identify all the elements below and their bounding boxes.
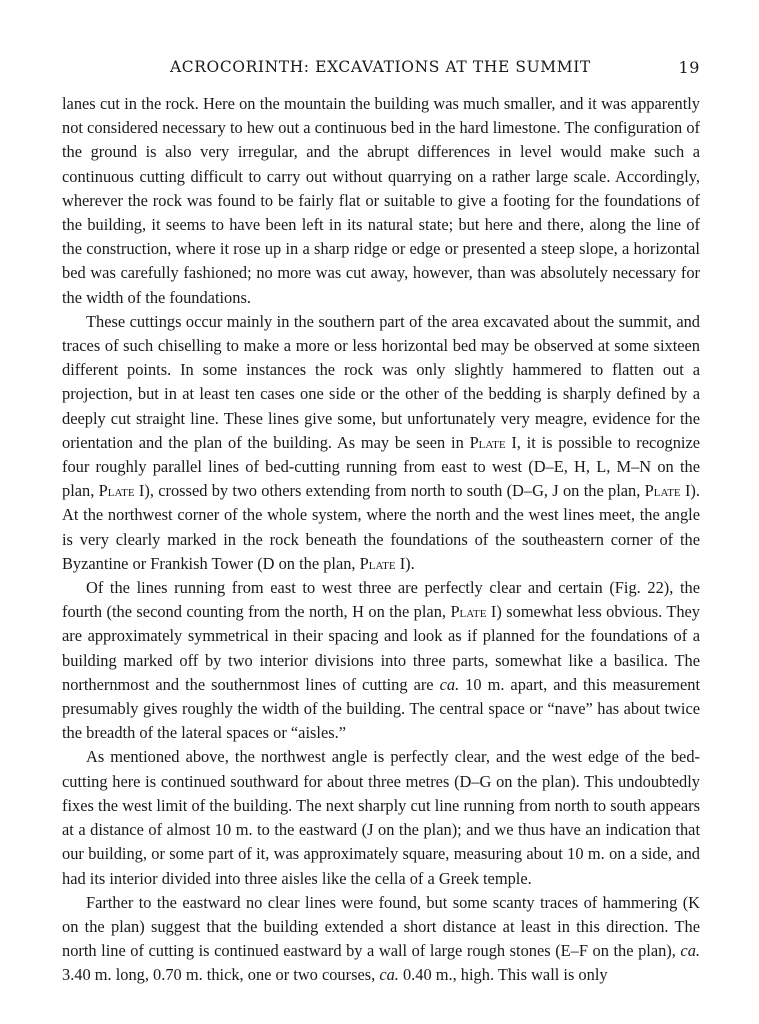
paragraph: These cuttings occur mainly in the southern part of the area excavated about the summit, and traces of such chiselling to make a more or less horizontal bed may be observed at some sixteen different points. In some instances the rock was only slightly hammered to flatten out a projection, but in at least ten cases one side or the other of the bedding is sharply defined by a deeply cut straight line. These lines give some, but unfortunately very meagre, evidence for the orientation and the plan of the building. As may be seen in Plate I, it is possible to recognize four roughly parallel lines of bed-cutting running from east to west (D–E, H, L, M–N on the plan, Plate I), crossed by two others extending from north to south (D–G, J on the plan, Plate I). At the northwest corner of the whole system, where the north and the west lines meet, the angle is very clearly marked in the rock beneath the foundations of the southeastern corner of the Byzantine or Frankish Tower (D on the plan, Plate I). (62, 311, 701, 573)
body-text (62, 92, 700, 988)
italic-term: ca. (439, 674, 460, 694)
plate-ref: Plate (644, 481, 681, 501)
italic-term: ca. (680, 941, 700, 961)
paragraph: As mentioned above, the northwest angle is perfectly clear, and the west edge of the bed-cutting here is continued southward for about three metres (D–G on the plan). This undoubtedly fixes the west limit of the building. The next sharply cut line running from north to south appears at a distance of almost 10 m. to the eastward (J on the plan); and we thus have an indication that our building, or some part of it, was approximately square, measuring about 10 m. on a side, and had its interior divided into three aisles like the cella of a Greek temple. (62, 747, 700, 888)
paragraph: Of the lines running from east to west three are perfectly clear and certain (Fig. 22), the fourth (the second counting from the north, H on the plan, Plate I) somewhat less obvious. They are approximately symmetrical in their spacing and look as if planned for the foundations of a building marked off by two interior divisions into three parts, somewhat like a basilica. The northernmost and the southernmost lines of cutting are ca. 10 m. apart, and this measurement presumably gives roughly the width of the building. The central space or “nave” has about twice the breadth of the lateral spaces or “aisles.” (62, 578, 701, 743)
plate-ref: Plate (469, 432, 506, 452)
plate-ref: Plate (98, 481, 135, 501)
paragraph: Farther to the eastward no clear lines were found, but some scanty traces of hammering (K on the plan) suggest that the building extended a short distance at least in this direction. The north line of cutting is continued eastward by a wall of large rough stones (E–F on the plan), ca. 3.40 m. long, 0.70 m. thick, one or two courses, ca. 0.40 m., high. This wall is only (62, 892, 700, 985)
plate-ref: Plate (359, 553, 396, 573)
plate-ref: Plate (450, 602, 487, 622)
paragraph: lanes cut in the rock. Here on the mountain the building was much smaller, and it was apparently not considered necessary to hew out a continuous bed in the hard limestone. The configuration of the ground is also very irregular, and the abrupt differences in level would make such a continuous cutting difficult to carry out without quarrying on a rather large scale. Accordingly, wherever the rock was found to be fairly flat or suitable to give a footing for the foundations of the building, it seems to have been left in its natural state; but here and there, along the line of the construction, where it rose up in a sharp ridge or edge or presented a steep slope, a horizontal bed was carefully fashioned; no more was cut away, however, than was absolutely necessary for the width of the foundations. (62, 94, 700, 307)
page-number: 19 (678, 58, 700, 77)
running-title: ACROCORINTH: EXCAVATIONS AT THE SUMMIT (170, 58, 591, 76)
running-head (62, 58, 700, 84)
italic-term: ca. (379, 965, 399, 985)
page (62, 58, 700, 988)
